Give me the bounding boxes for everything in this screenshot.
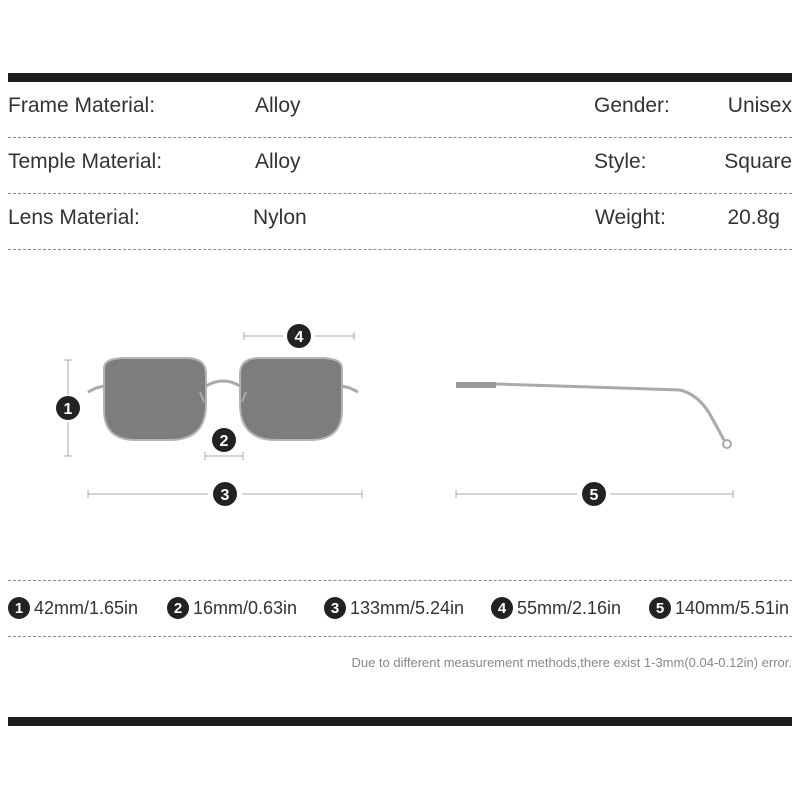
bottom-divider-bar (8, 717, 792, 726)
measurement-value: 42mm/1.65in (34, 597, 139, 618)
svg-text:3: 3 (220, 487, 230, 504)
measurement-3 (324, 594, 464, 622)
number-badge: 4 (491, 597, 513, 619)
measurement-note: Due to different measurement methods,there exist 1-3mm(0.04-0.12in) error. (351, 655, 792, 670)
svg-text:1: 1 (63, 401, 73, 418)
front-view (88, 358, 358, 440)
marker-2 (212, 428, 236, 452)
number-badge: 5 (649, 597, 671, 619)
divider (8, 636, 792, 637)
spec-value: Square (724, 150, 792, 173)
spec-value: Nylon (253, 206, 307, 229)
number-badge: 2 (167, 597, 189, 619)
spec-value: Alloy (255, 150, 301, 173)
marker-5 (582, 482, 606, 506)
spec-label: Temple Material: (8, 150, 163, 173)
bridge (206, 381, 240, 386)
number-badge: 3 (324, 597, 346, 619)
measurement-value: 55mm/2.16in (517, 597, 622, 618)
measurement-4 (491, 594, 621, 622)
spec-label: Weight: (595, 206, 666, 229)
measurement-2 (167, 594, 297, 622)
svg-text:4: 4 (294, 329, 304, 346)
left-end-piece (88, 386, 104, 392)
temple-arm (456, 384, 724, 440)
svg-text:5: 5 (589, 487, 599, 504)
measurement-value: 16mm/0.63in (193, 597, 298, 618)
marker-1 (56, 396, 80, 420)
divider (8, 580, 792, 581)
dimension-2 (205, 452, 243, 460)
measurement-1 (8, 594, 138, 622)
side-view (456, 382, 731, 448)
number-badge: 1 (8, 597, 30, 619)
spec-value: Alloy (255, 94, 301, 117)
spec-label: Frame Material: (8, 94, 156, 117)
measurement-value: 140mm/5.51in (675, 597, 790, 618)
left-lens-icon (104, 358, 206, 440)
marker-3 (213, 482, 237, 506)
svg-text:2: 2 (219, 433, 229, 450)
right-end-piece (342, 386, 358, 392)
spec-label: Gender: (594, 94, 670, 117)
spec-label: Lens Material: (8, 206, 140, 229)
measurement-5 (649, 594, 789, 622)
marker-4 (287, 324, 311, 348)
spec-value: 20.8g (727, 206, 780, 229)
spec-label: Style: (594, 150, 647, 173)
measurement-value: 133mm/5.24in (350, 597, 465, 618)
right-lens-icon (240, 358, 342, 440)
spec-value: Unisex (727, 94, 792, 117)
